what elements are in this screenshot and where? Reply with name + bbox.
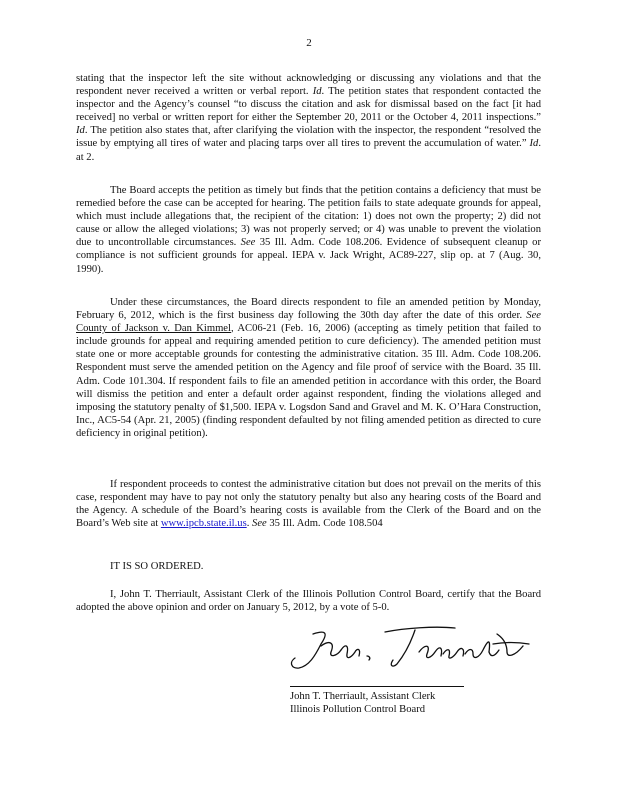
so-ordered-line: IT IS SO ORDERED. [110,561,204,572]
signature-line [290,686,464,687]
signature-block [290,690,510,716]
paragraph-petition-summary: stating that the inspector left the site without acknowledging or discussing any violations and that the respondent never received a written or verbal report. Id. The petition states that respondent contacted the inspector and the Agency’s counsel “to discuss the citation and ask for dismissal based on the fact [it had received] no verbal or written report for either the September 20, 2011 or the October 4, 2011 inspections.” Id. The petition also states that, after clarifying the violation with the inspector, the respondent “resolved the issue by emptying all tires of water and placing tarps over all tires to prevent the accumulation of water.” Id. at 2. [76,73,541,163]
signer-organization: Illinois Pollution Control Board [290,704,426,716]
page-number: 2 [306,37,312,49]
paragraph-hearing-costs: If respondent proceeds to contest the administrative citation but does not prevail on the merits of this case, respondent may have to pay not only the statutory penalty but also any hearing costs of the Board and the Agency. A schedule of the Board’s hearing costs is available from the Clerk of the Board and on the Board’s Web site at www.ipcb.state.il.us. See 35 Ill. Adm. Code 108.504 [76,479,541,530]
signer-name: John T. Therriault, Assistant Clerk [290,691,436,702]
paragraph-board-finding: The Board accepts the petition as timely but finds that the petition contains a deficiency that must be remedied before the case can be accepted for hearing. The petition fails to state adequate grounds for appeal, which must include allegations that, the recipient of the citation: 1) does not own the property; 2) did not cause or allow the alleged violations; 3) was not properly served; or 4) was unable to prevent the violation due to uncontrollable circumstances. See 35 Ill. Adm. Code 108.206. Evidence of subsequent cleanup or compliance is not sufficient grounds for appeal. IEPA v. Jack Wright, AC89-227, slip op. at 7 (Aug. 30, 1990). [76,185,542,275]
handwritten-signature [285,622,535,678]
paragraph-directive: Under these circumstances, the Board directs respondent to file an amended petition by Monday, February 6, 2012, which is the first business day following the 30th day after the date of this order. See County of Jackson v. Dan Kimmel, AC06-21 (Feb. 16, 2006) (accepting as timely petition that failed to include grounds for appeal and requiring amended petition to cure deficiency). The amended petition must state one or more acceptable grounds for contesting the administrative citation. 35 Ill. Adm. Code 108.206. Respondent must serve the amended petition on the Agency and file proof of service with the Board. 35 Ill. Adm. Code 101.304. If respondent fails to file an amended petition in accordance with this order, the Board will dismiss the petition and enter a default order against respondent, finding the violations alleged and imposing the statutory penalty of $1,500. IEPA v. Logsdon Sand and Gravel and M. K. O’Hara Construction, Inc., AC5-54 (Apr. 21, 2005) (finding respondent defaulted by not filing amended petition as directed to cure deficiency in original petition). [76,297,541,439]
board-website-link[interactable]: www.ipcb.state.il.us [160,518,247,530]
certification-paragraph: I, John T. Therriault, Assistant Clerk of the Illinois Pollution Control Board, certify that the Board adopted the above opinion and order on January 5, 2012, by a vote of 5-0. [76,589,541,614]
